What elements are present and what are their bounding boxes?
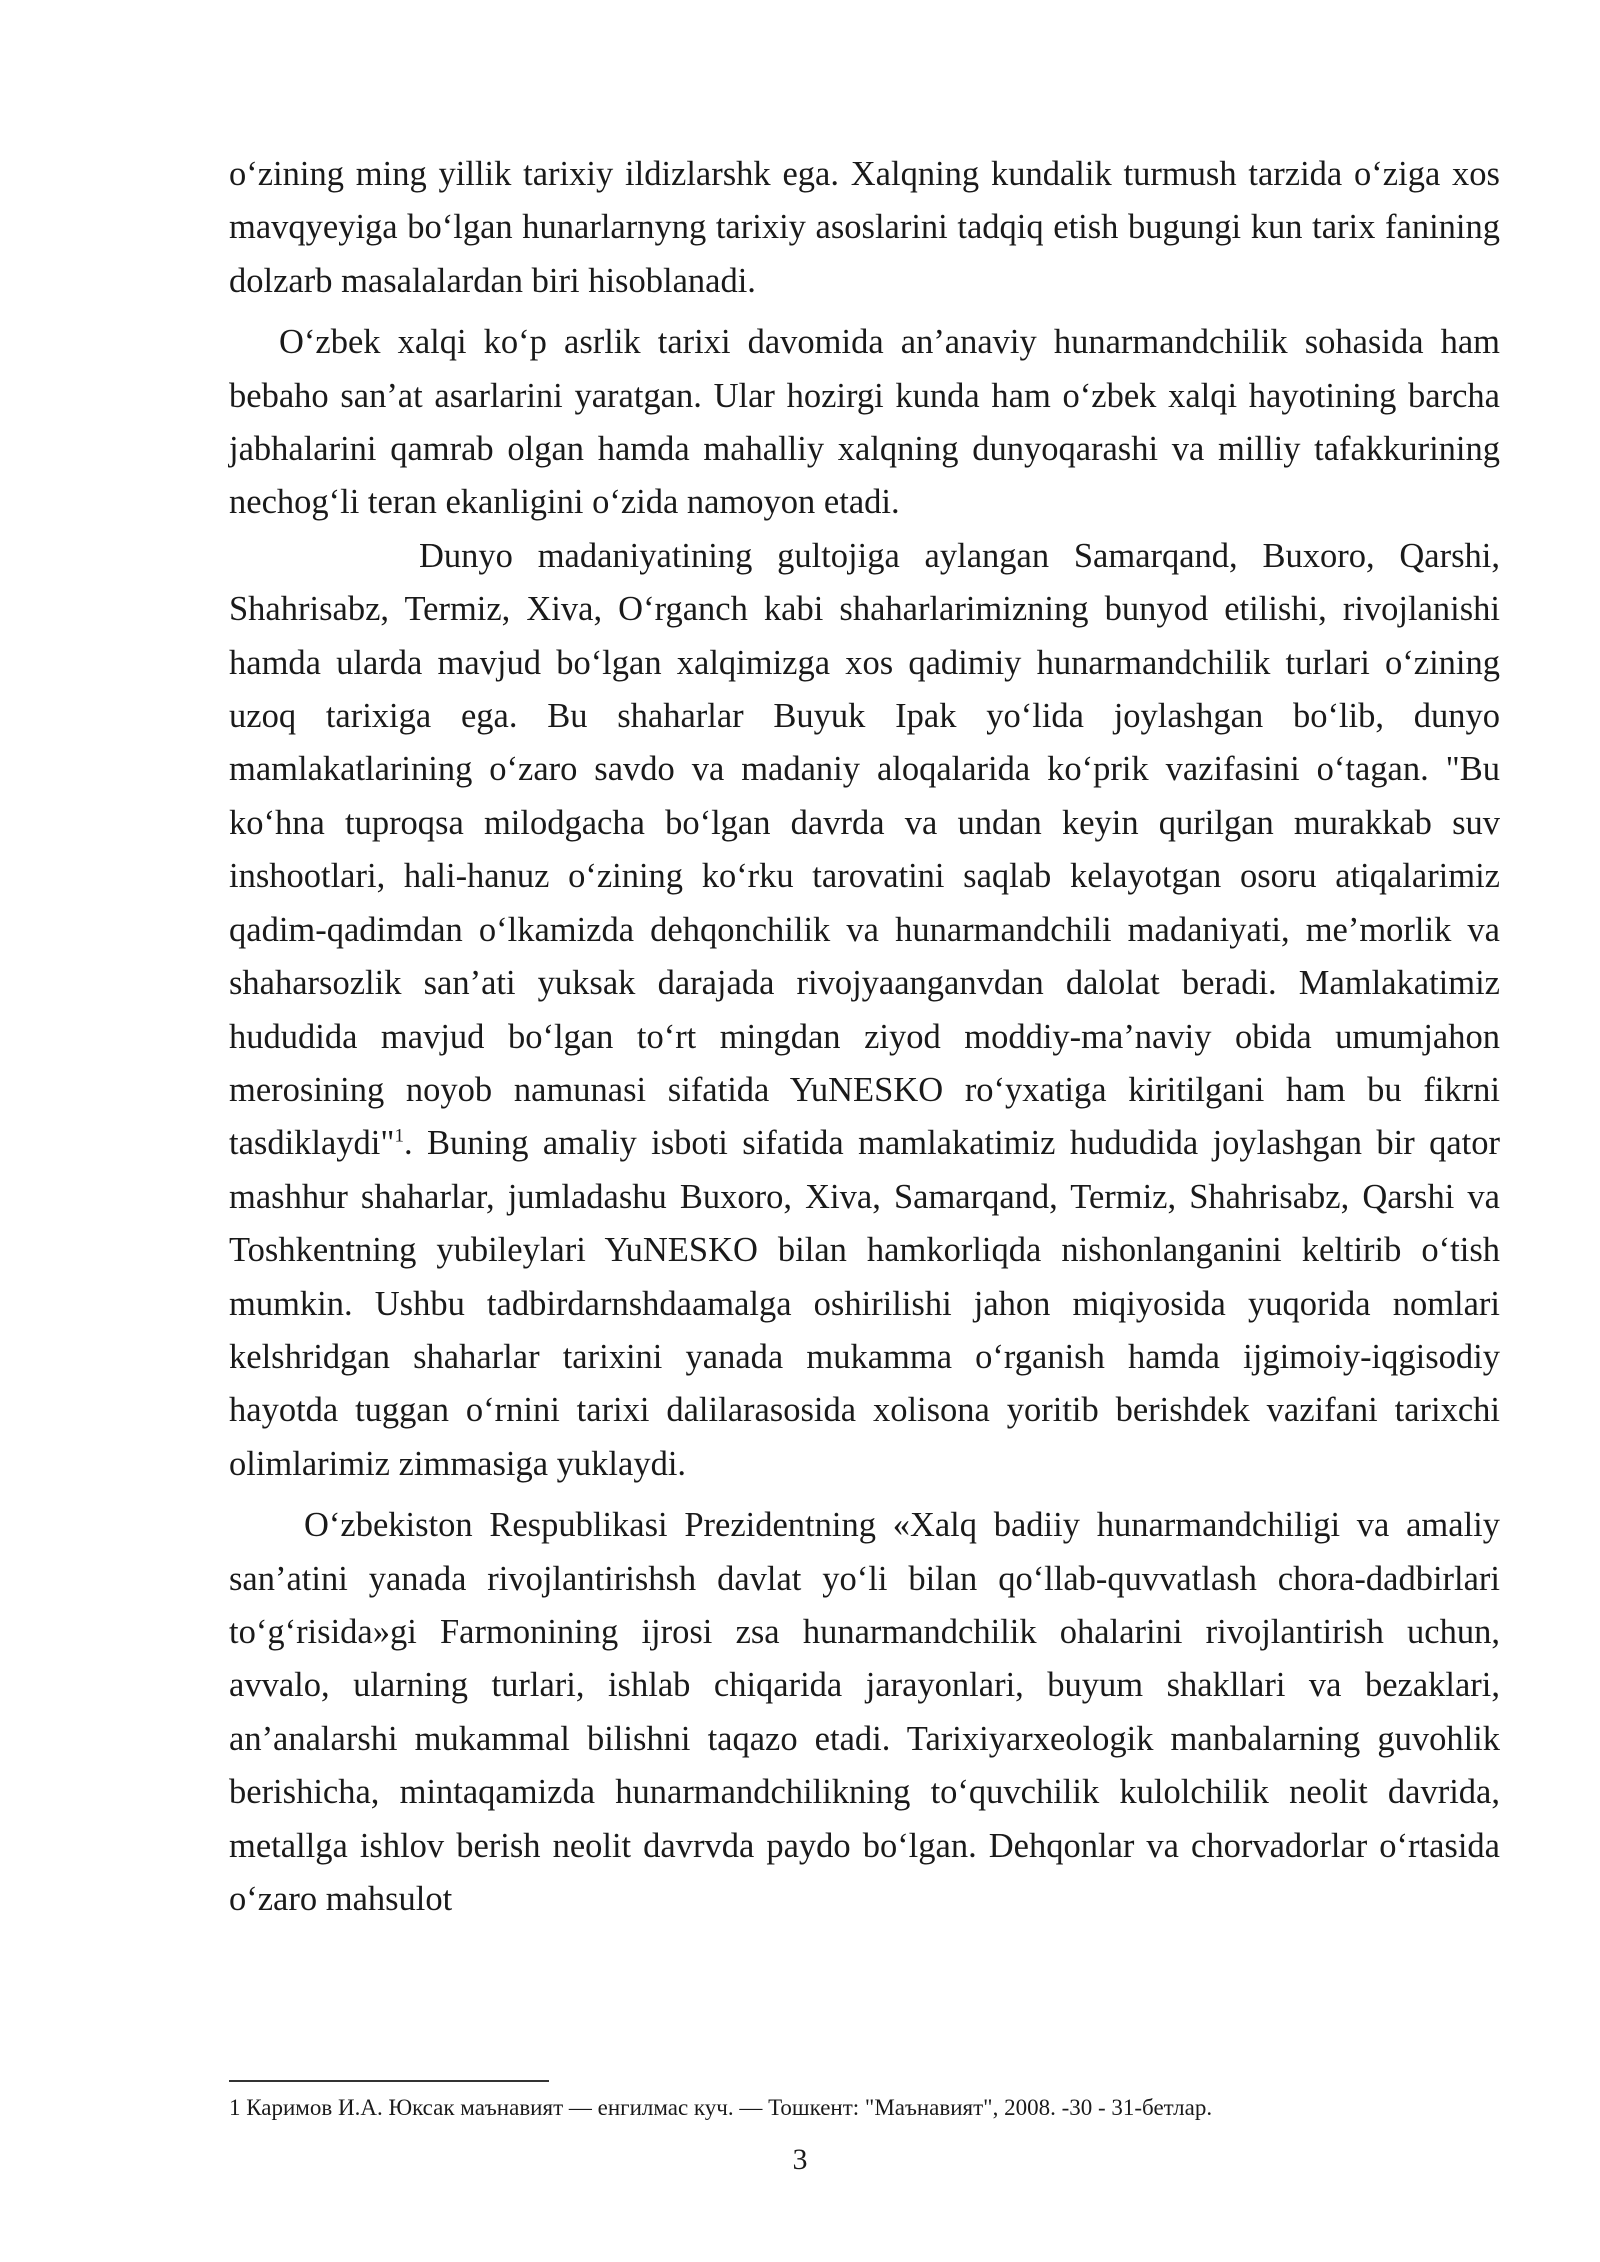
page-number: 3 (792, 2143, 808, 2176)
paragraph-3 (229, 530, 1500, 1491)
body-text (229, 148, 1500, 1926)
paragraph-4: Oʻzbekiston Respublikasi Prezidentning «Xalq badiiy hunarmandchiligi va amaliy san’atini yanada rivojlantirishsh davlat yoʻli bilan qoʻllab-quvvatlash chora-dadbirlari toʻgʻrisida»gi Farmonining ijrosi zsa hunarmandchilik ohalarini rivojlantirish uchun, avvalo, ularning turlari, ishlab chiqarida jarayonlari, buyum shakllari va bezaklari, an’analarshi mukammal bilishni taqazo etadi. Tarixiyarxeologik manbalarning guvohlik berishicha, mintaqamizda hunarmandchilikning toʻquvchilik kulolchilik neolit davrida, metallga ishlov berish neolit davrvda paydo boʻlgan. Dehqonlar va chorvadorlar oʻrtasida oʻzaro mahsulot (229, 1506, 1500, 1918)
footnote: 1 Каримов И.А. Юксак маънавият — енгилмас куч. — Тошкент: "Маънавият", 2008. -30 - 31-бетлар. (229, 2095, 1213, 2120)
paragraph-3-text: Dunyo madaniyatining gultojiga aylangan Samarqand, Buxoro, Qarshi, Shahrisabz, Termiz, Xiva, Oʻrganch kabi shaharlarimizning bunyod etilishi, rivojlanishi hamda ularda mavjud boʻlgan xalqimizga xos qadimiy hunarmandchilik turlari oʻzining uzoq tarixiga ega. Bu shaharlar Buyuk Ipak yoʻlida joylashgan boʻlib, dunyo mamlakatlarining oʻzaro savdo va madaniy aloqalarida koʻprik vazifasini oʻtagan. "Bu koʻhna tuproqsa milodgacha boʻlgan davrda va undan keyin qurilgan murakkab suv inshootlari, hali-hanuz oʻzining koʻrku tarovatini saqlab kelayotgan osoru atiqalarimiz qadim-qadimdan oʻlkamizda dehqonchilik va hunarmandchili madaniyati, me’morlik va shaharsozlik san’ati yuksak darajada rivojyaanganvdan dalolat beradi. Mamlakatimiz hududida mavjud boʻlgan toʻrt mingdan ziyod moddiy-ma’naviy obida umumjahon merosining noyob namunasi sifatida YuNESKO roʻyxatiga kiritilgani ham bu fikrni tasdiklaydi" (229, 536, 1500, 1163)
footnote-reference[interactable]: 1 (394, 1125, 404, 1147)
paragraph-1: oʻzining ming yillik tarixiy ildizlarshk ega. Xalqning kundalik turmush tarzida oʻziga xos mavqyeyiga boʻlgan hunarlarnyng tarixiy asoslarini tadqiq etish bugungi kun tarix fanining dolzarb masalalardan biri hisoblanadi. (229, 155, 1500, 300)
paragraph-3-continuation: . Buning amaliy isboti sifatida mamlakatimiz hududida joylashgan bir qator mashhur shaharlar, jumladashu Buxoro, Xiva, Samarqand, Termiz, Shahrisabz, Qarshi va Toshkentning yubileylari YuNESKO bilan hamkorliqda nishonlanganini keltirib oʻtish mumkin. Ushbu tadbirdarnshdaamalga oshirilishi jahon miqiyosida yuqorida nomlari kelshridgan shaharlar tarixini yanada mukamma oʻrganish hamda ijgimoiy-iqgisodiy hayotda tuggan oʻrnini tarixi dalilarasosida xolisona yoritib berishdek vazifani tarixchi olimlarimiz zimmasiga yuklaydi. (229, 1124, 1500, 1483)
footnote-separator (229, 2080, 549, 2082)
paragraph-2: Oʻzbek xalqi koʻp asrlik tarixi davomida an’anaviy hunarmandchilik sohasida ham bebaho san’at asarlarini yaratgan. Ular hozirgi kunda ham oʻzbek xalqi hayotining barcha jabhalarini qamrab olgan hamda mahalliy xalqning dunyoqarashi va milliy tafakkurining nechogʻli teran ekanligini oʻzida namoyon etadi. (229, 323, 1500, 522)
